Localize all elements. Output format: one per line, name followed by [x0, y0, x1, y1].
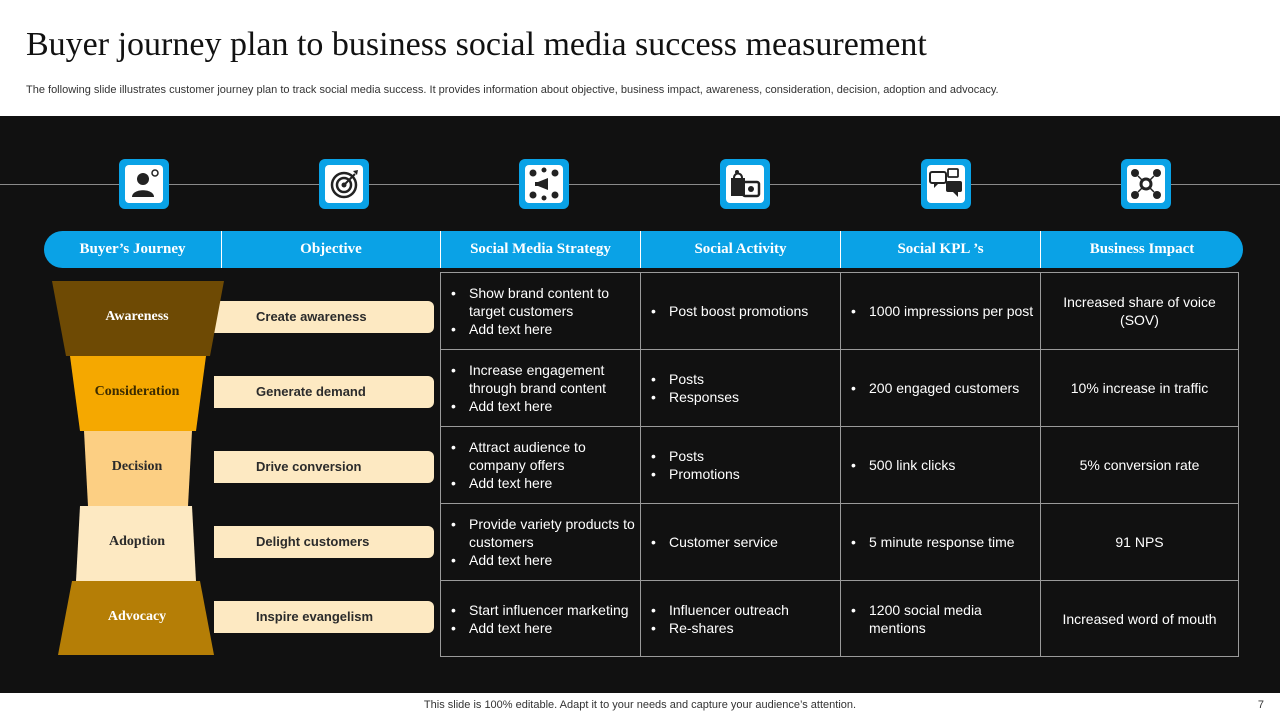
social-network-icon: [519, 159, 569, 209]
list-item: • Add text here: [469, 320, 640, 338]
gears-network-icon: [1121, 159, 1171, 209]
list-item: • Promotions: [669, 465, 740, 483]
list-item: • Posts: [669, 447, 740, 465]
table-cell-kpi: [841, 581, 1041, 656]
list-item: • Customer service: [669, 533, 778, 551]
table-cell-impact: 10% increase in traffic: [1041, 350, 1238, 427]
page-subtitle: The following slide illustrates customer journey plan to track social media success. It provides information about objective, business impact, awareness, consideration, decision, adoption and advocacy.: [26, 84, 999, 96]
table-cell-kpi: [841, 273, 1041, 350]
stage-label-decision: Decision: [111, 459, 163, 474]
list-item: • Increase engagement through brand content: [469, 361, 640, 397]
header-social-activity: Social Activity: [694, 241, 787, 257]
table-cell-strategy: [441, 504, 641, 581]
header-business-impact: Business Impact: [1089, 241, 1195, 257]
stage-label-awareness: Awareness: [105, 309, 169, 324]
header-social-kpl: Social KPL ’s: [897, 241, 984, 257]
table-cell-kpi: [841, 427, 1041, 504]
list-item: • 5 minute response time: [869, 533, 1015, 551]
target-arrow-icon: [319, 159, 369, 209]
list-item: • Responses: [669, 388, 739, 406]
table-cell-activity: [641, 427, 841, 504]
table-cell-impact: 5% conversion rate: [1041, 427, 1238, 504]
table-cell-kpi: [841, 504, 1041, 581]
stage-label-adoption: Adoption: [108, 534, 166, 549]
table-cell-activity: [641, 504, 841, 581]
page-number: 7: [1257, 699, 1264, 711]
list-item: • Add text here: [469, 397, 640, 415]
stage-label-consideration: Consideration: [94, 384, 180, 399]
list-item: • Provide variety products to customers: [469, 515, 640, 551]
table-cell-strategy: [441, 273, 641, 350]
list-item: • 1200 social media mentions: [869, 601, 1040, 637]
objective-pill: Generate demand: [214, 376, 434, 408]
journey-table: [440, 272, 1239, 657]
header-objective: Objective: [300, 241, 362, 257]
page-title: Buyer journey plan to business social media success measurement: [26, 26, 927, 63]
objective-pill: Delight customers: [214, 526, 434, 558]
list-item: • Show brand content to target customers: [469, 284, 640, 320]
list-item: • 200 engaged customers: [869, 379, 1019, 397]
table-cell-kpi: [841, 350, 1041, 427]
objective-pill: Drive conversion: [214, 451, 434, 483]
table-cell-activity: [641, 581, 841, 656]
marketing-bag-icon: [720, 159, 770, 209]
header-buyers-journey: Buyer’s Journey: [79, 241, 186, 257]
journey-funnel: [0, 116, 260, 693]
list-item: • 500 link clicks: [869, 456, 955, 474]
list-item: • Posts: [669, 370, 739, 388]
chat-bubbles-icon: [921, 159, 971, 209]
table-cell-activity: [641, 350, 841, 427]
table-cell-impact: 91 NPS: [1041, 504, 1238, 581]
list-item: • Add text here: [469, 619, 629, 637]
footer-note: This slide is 100% editable. Adapt it to your needs and capture your audience’s attention.: [423, 699, 857, 711]
table-cell-strategy: [441, 427, 641, 504]
list-item: • Post boost promotions: [669, 302, 808, 320]
list-item: • 1000 impressions per post: [869, 302, 1033, 320]
list-item: • Attract audience to company offers: [469, 438, 640, 474]
list-item: • Re-shares: [669, 619, 789, 637]
table-cell-activity: [641, 273, 841, 350]
list-item: • Add text here: [469, 551, 640, 569]
table-cell-strategy: [441, 350, 641, 427]
header-social-media-strategy: Social Media Strategy: [470, 241, 611, 257]
list-item: • Start influencer marketing: [469, 601, 629, 619]
stage-label-advocacy: Advocacy: [107, 609, 167, 624]
table-cell-impact: Increased share of voice (SOV): [1041, 273, 1238, 350]
journey-panel: [0, 116, 1280, 693]
list-item: • Add text here: [469, 474, 640, 492]
objective-pill: Create awareness: [214, 301, 434, 333]
list-item: • Influencer outreach: [669, 601, 789, 619]
objective-pill: Inspire evangelism: [214, 601, 434, 633]
table-cell-impact: Increased word of mouth: [1062, 610, 1217, 627]
table-cell-strategy: [441, 581, 641, 656]
